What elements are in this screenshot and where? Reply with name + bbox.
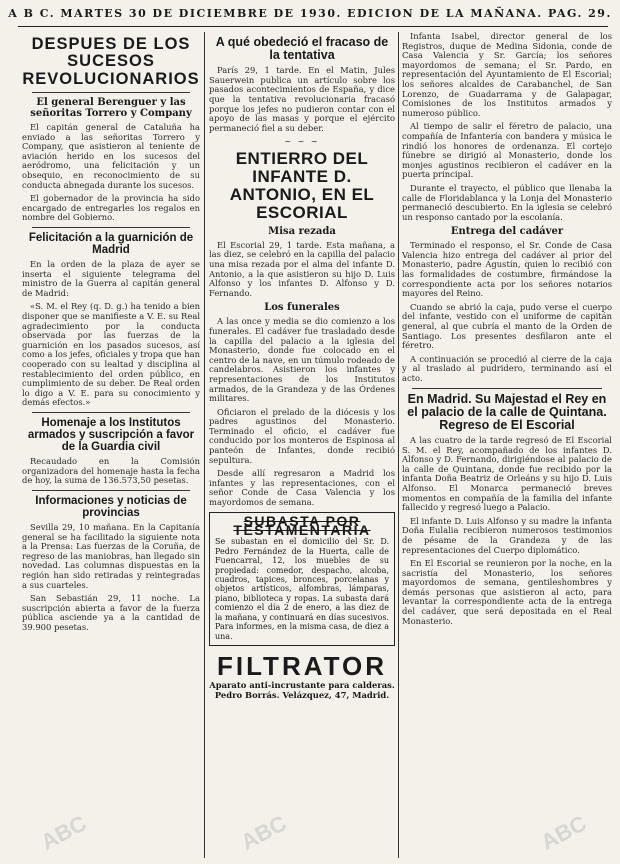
headline-entierro: ENTIERRO DEL INFANTE D. ANTONIO, EN EL ESCORIAL bbox=[229, 149, 375, 222]
article-paragraph: A las once y media se dio comienzo a los funerales. El cadáver fue trasladado desde la capilla del palacio a la iglesia del Monasterio, donde fue colocado en el centro de la nave, en un túmulo rodeado de candelabros. Asistieron los infantes y representaciones de los Institutos armados, de la Grandeza y de las Órdenes militares. bbox=[209, 316, 395, 404]
article-paragraph: En El Escorial se reunieron por la noche, en la sacristía del Monasterio, los señores mayordomos de semana, gentileshombres y demás personas que asistieron al acto, para levantar la correspondiente acta de la entrega del cadáver, que será depositada en el Real Monasterio. bbox=[402, 558, 612, 626]
subhead-entrega: Entrega del cadáver bbox=[450, 226, 564, 238]
ad-text: Se subastan en el domicilio del Sr. D. Pedro Fernández de la Huerta, calle de Fuencarral, 12, los muebles de su propiedad: comedor, despacho, alcoba, cuadros, tapices, bronces, porcelanas y objetos artísticos, alfombras, lámparas, piano, biblioteca y ropas. La subasta dará comienzo el día 2 de enero, a las diez de la mañana, y continuará en días sucesivos. Para informes, en la misma casa, de diez a una. bbox=[215, 537, 389, 641]
article-paragraph: A las cuatro de la tarde regresó de El Escorial S. M. el Rey, acompañado de los infantes D. Alfonso y D. Fernando, dirigiéndose al palacio de la calle de Quintana, donde fue recibido por la infanta Doña Beatriz de Orleáns y su hijo D. Luis Alfonso. El Monarca permaneció breves momentos en compañía de la familia del infante fallecido y regresó luego a Palacio. bbox=[402, 434, 612, 513]
subhead-funerales: Los funerales bbox=[264, 302, 340, 314]
article-paragraph: «S. M. el Rey (q. D. g.) ha tenido a bien disponer que se manifieste a V. E. su Real agradecimiento por la conducta observada por las fuerzas de la guarnición en los pasados sucesos, así como a los jefes, oficiales y tropa que han cooperado con su lealtad y disciplina al restablecimiento del orden público, en cumplimiento de su deber. De Real orden lo digo a V. E. para su conocimiento y demás efectos.» bbox=[22, 301, 200, 408]
article-paragraph: A continuación se procedió al cierre de la caja y al traslado al pudridero, terminando así el acto. bbox=[402, 353, 612, 383]
column-rule-2 bbox=[398, 32, 399, 858]
divider bbox=[32, 412, 190, 413]
article-paragraph: El Escorial 29, 1 tarde. Esta mañana, a las diez, se celebró en la capilla del palacio una misa rezada por el alma del infante D. Antonio, a la que asistieron su hijo D. Luis Alfonso y los infantes D. Alfonso y D. Fernando. bbox=[209, 239, 395, 298]
ornament-divider: ~ ~ ~ bbox=[284, 137, 320, 147]
divider bbox=[412, 388, 602, 389]
headline-homenaje: Homenaje a los Institutos armados y suscripción a favor de la Guardia civil bbox=[27, 416, 195, 454]
watermark: ABC bbox=[536, 810, 591, 855]
page-masthead: A B C. MARTES 30 DE DICIEMBRE DE 1930. EDICION DE LA MAÑANA. PAG. 29. bbox=[8, 6, 612, 20]
headline-provincias: Informaciones y noticias de provincias bbox=[35, 494, 187, 519]
article-paragraph: Sevilla 29, 10 mañana. En la Capitanía general se ha facilitado la siguiente nota a la Prensa: Las fuerzas de la Coruña, de regreso de las maniobras, han llegado sin novedad. Las columnas dispuestas en la región han sido retiradas y reintegradas a sus cuarteles. bbox=[22, 522, 200, 590]
article-paragraph: El infante D. Luis Alfonso y su madre la infanta Doña Eulalia recibieron numerosos testimonios de pésame de la Grandeza y de las representaciones del Cuerpo diplomático. bbox=[402, 515, 612, 555]
article-paragraph: En la orden de la plaza de ayer se inserta el siguiente telegrama del ministro de la Guerra al capitán general de Madrid: bbox=[22, 259, 200, 298]
headline-felicitacion: Felicitación a la guarnición de Madrid bbox=[28, 231, 194, 256]
divider bbox=[32, 490, 190, 491]
article-paragraph: Terminado el responso, el Sr. Conde de Casa Valencia hizo entrega del cadáver al prior del Monasterio, padre Agustín, quien lo recibió con las formalidades de costumbre, firmándose la correspondiente acta por los señores notarios mayores del Reino. bbox=[402, 240, 612, 299]
masthead-rule bbox=[18, 26, 608, 27]
article-paragraph: Recaudado en la Comisión organizadora del homenaje hasta la fecha de hoy, la suma de 136.573,50 pesetas. bbox=[22, 456, 200, 486]
ad-title: SUBASTA POR TESTAMENTARIA bbox=[233, 512, 371, 539]
divider bbox=[32, 92, 190, 93]
watermark: ABC bbox=[236, 810, 291, 855]
article-paragraph: Cuando se abrió la caja, pudo verse el cuerpo del infante, vestido con el uniforme de capitán general, al que cubría el manto de la Orden de Santiago. Los presentes desfilaron ante el féretro. bbox=[402, 301, 612, 351]
column-1 bbox=[22, 32, 200, 858]
watermark: ABC bbox=[36, 810, 91, 855]
divider bbox=[32, 227, 190, 228]
headline-sucesos: DESPUES DE LOS SUCESOS REVOLUCIONARIOS bbox=[22, 35, 200, 88]
advertisement-subasta bbox=[209, 512, 395, 646]
headline-fracaso: A qué obedeció el fracaso de la tentativa bbox=[215, 35, 389, 63]
article-paragraph: El capitán general de Cataluña ha enviado a las señoritas Torrero y Company, que asistieron al teniente de aviación herido en los sucesos del aeródromo, una felicitación y un obsequio, en reconocimiento de su conducta abnegada durante los sucesos. bbox=[22, 121, 200, 190]
article-paragraph: Desde allí regresaron a Madrid los infantes y las representaciones, con el señor Conde de Casa Valencia y los mayordomos de semana. bbox=[209, 468, 395, 508]
article-paragraph: París 29, 1 tarde. En el Matin, Jules Sauerwein publica un artículo sobre los pasados acontecimientos de España, y dice que la tentativa revolucionaria fracasó porque los jefes no pudieron contar con el apoyo de las masas y porque el ejército permaneció fiel a su deber. bbox=[209, 65, 395, 133]
advertisement-filtrator-text: Aparato anti-incrustante para calderas. Pedro Borrás. Velázquez, 47, Madrid. bbox=[209, 679, 395, 700]
subhead-misa: Misa rezada bbox=[268, 225, 336, 237]
article-paragraph: Oficiaron el prelado de la diócesis y los padres agustinos del Monasterio. Terminado el oficio, el cadáver fue conducido por los monteros de Espinosa al panteón de Infantes, donde recibió sepultura. bbox=[209, 406, 395, 465]
advertisement-filtrator-title: FILTRATOR bbox=[217, 650, 387, 681]
column-3 bbox=[402, 32, 612, 858]
headline-madrid: En Madrid. Su Majestad el Rey en el palacio de la calle de Quintana. Regreso de El Escorial bbox=[407, 391, 607, 432]
column-rule-1 bbox=[204, 32, 205, 858]
article-paragraph: El gobernador de la provincia ha sido encargado de entregarles los regalos en nombre del Gobierno. bbox=[22, 193, 200, 223]
article-paragraph: Infanta Isabel, director general de los Registros, duque de Medina Sidonia, conde de Casa Valencia y Sr. García; los señores mayordomos de semana; el Sr. Pardo, en representación del Ayuntamiento de El Escorial; los señores alcaldes de Carabanchel, de San Lorenzo, de Guadarrama y de Galapagar, Comisiones de los Institutos armados y numeroso público. bbox=[402, 32, 612, 118]
column-2 bbox=[209, 32, 395, 858]
article-paragraph: San Sebastián 29, 11 noche. La suscripción abierta a favor de la fuerza pública asciende ya a la cantidad de 39.900 pesetas. bbox=[22, 593, 200, 632]
subhead-berenguer: El general Berenguer y las señoritas Torrero y Company bbox=[30, 96, 192, 119]
article-paragraph: Al tiempo de salir el féretro de palacio, una compañía de Infantería con bandera y música le rindió los honores de ordenanza. El cortejo fúnebre se dirigió al Monasterio, donde los monjes agustinos recibieron el cadáver en la puerta principal. bbox=[402, 121, 612, 180]
article-paragraph: Durante el trayecto, el público que llenaba la calle de Floridablanca y la Lonja del Monasterio permaneció descubierto. En la iglesia se celebró un responso cantado por la escolanía. bbox=[402, 182, 612, 222]
